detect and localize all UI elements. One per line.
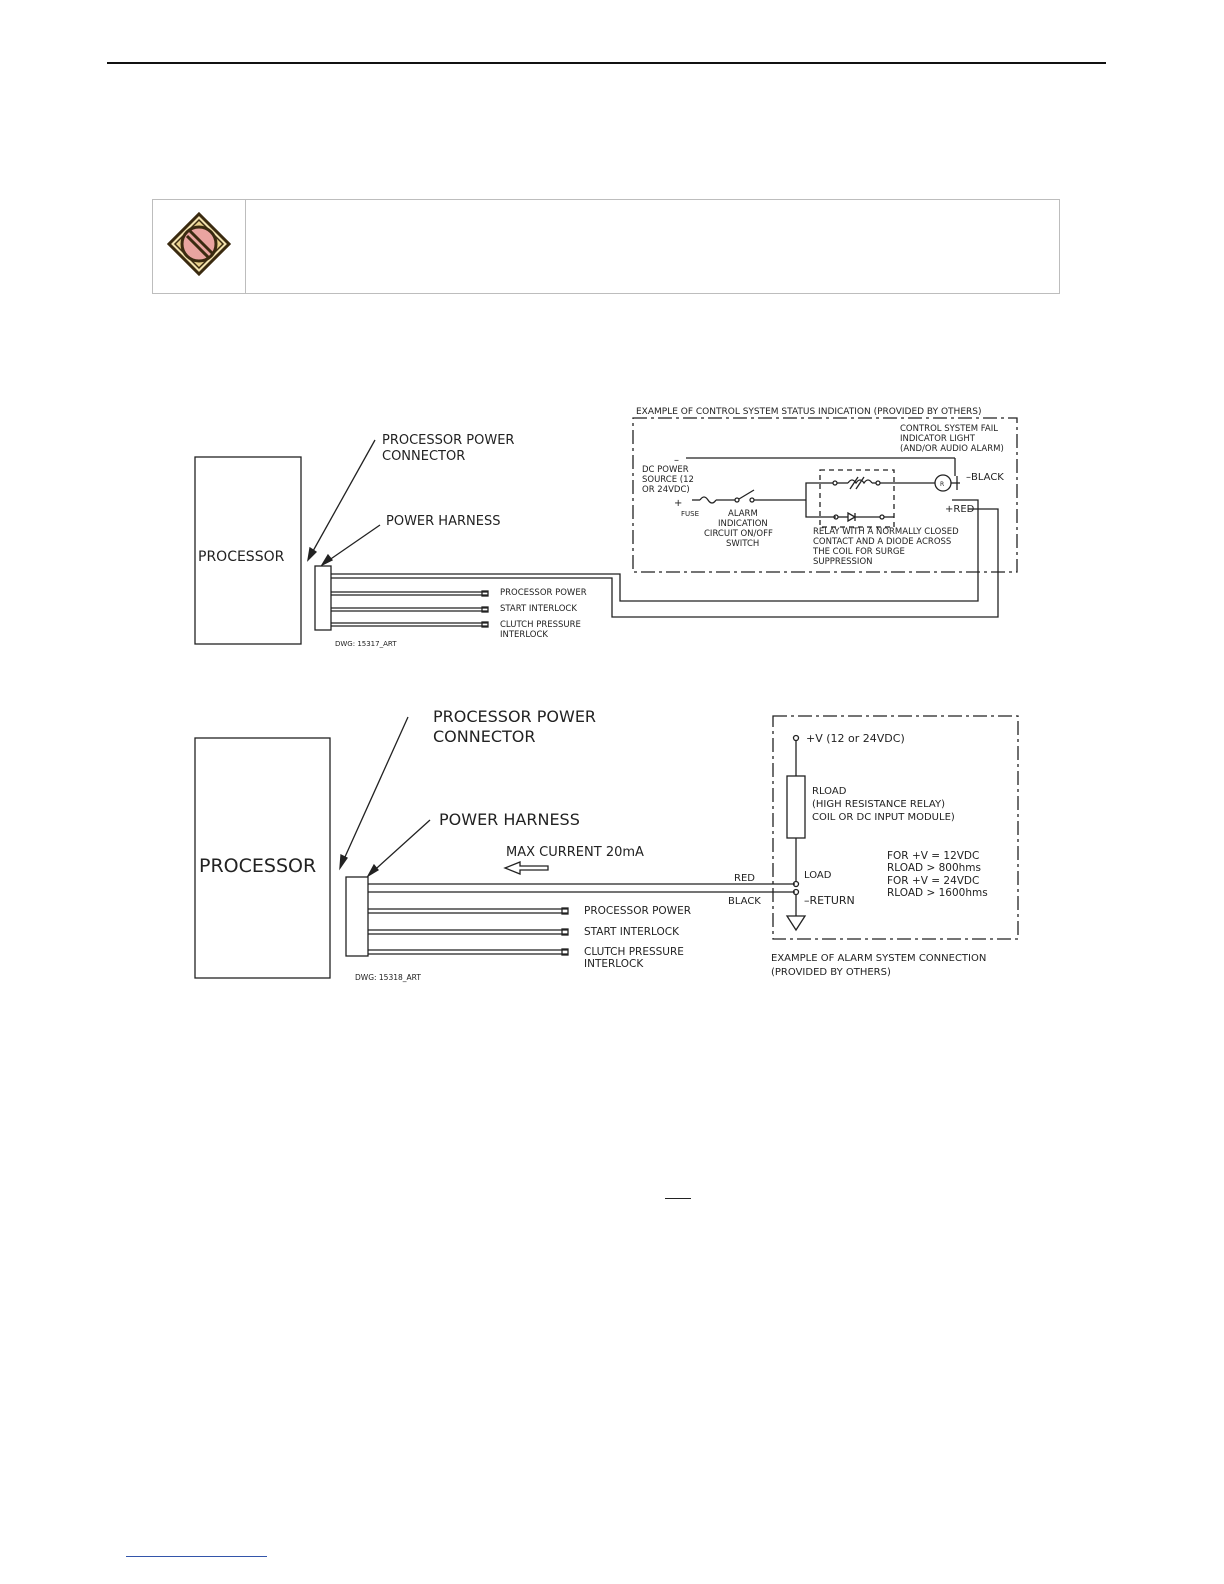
fail-light-label-c: (AND/OR AUDIO ALARM) <box>900 444 1004 454</box>
overline-mark <box>665 1198 691 1199</box>
wire-label-2c: CLUTCH PRESSURE <box>584 946 684 958</box>
alarm-box-title-b: (PROVIDED BY OTHERS) <box>771 967 891 978</box>
lamp-label: R <box>940 481 945 488</box>
supply-label: +V (12 or 24VDC) <box>806 732 905 745</box>
spec-c: FOR +V = 24VDC <box>887 875 980 887</box>
dc-source-a: DC POWER <box>642 465 689 475</box>
plus-terminal: + <box>674 498 683 509</box>
figure-1-text <box>198 407 1004 648</box>
fuse-symbol <box>700 497 716 503</box>
figure-2-text <box>199 707 988 982</box>
switch-label-a: ALARM <box>728 509 758 519</box>
rload-label-b: (HIGH RESISTANCE RELAY) <box>812 799 946 810</box>
relay-label-c: THE COIL FOR SURGE <box>813 547 905 557</box>
status-box-title: EXAMPLE OF CONTROL SYSTEM STATUS INDICATION (PROVIDED BY OTHERS) <box>636 407 982 417</box>
connector-arrow-1 <box>308 548 316 560</box>
processor-label-2: PROCESSOR <box>199 855 317 877</box>
dwg-label-2: DWG: 15318_ART <box>355 973 421 982</box>
wire-label-1d: INTERLOCK <box>500 630 548 640</box>
load-label: LOAD <box>804 870 832 881</box>
connector-label-1a: PROCESSOR POWER <box>382 433 515 448</box>
rload-label-c: COIL OR DC INPUT MODULE) <box>812 812 955 823</box>
black-terminal-1: –BLACK <box>966 472 1004 483</box>
dwg-label-1: DWG: 15317_ART <box>335 640 397 648</box>
connector-label-2a: PROCESSOR POWER <box>433 707 597 726</box>
harness-label-1: POWER HARNESS <box>386 514 501 529</box>
fail-light-label-b: INDICATOR LIGHT <box>900 434 975 444</box>
rload-label-a: RLOAD <box>812 786 847 797</box>
connector-label-2b: CONNECTOR <box>433 727 536 746</box>
harness-label-2: POWER HARNESS <box>439 810 580 829</box>
relay-label-a: RELAY WITH A NORMALLY CLOSED <box>813 527 959 537</box>
connector-leader-2 <box>340 717 408 868</box>
switch-label-d: SWITCH <box>726 539 760 549</box>
spec-b: RLOAD > 800hms <box>887 862 981 874</box>
wire-label-1b: START INTERLOCK <box>500 604 577 614</box>
minus-terminal: – <box>674 455 679 466</box>
switch-label-c: CIRCUIT ON/OFF <box>704 529 773 539</box>
connector-leader-1 <box>308 440 375 560</box>
current-arrow <box>505 862 548 874</box>
relay-label-b: CONTACT AND A DIODE ACROSS <box>813 537 952 547</box>
wire-label-1c: CLUTCH PRESSURE <box>500 620 581 630</box>
ground-symbol <box>787 916 805 930</box>
connector-label-1b: CONNECTOR <box>382 449 466 464</box>
fuse-label: FUSE <box>681 510 700 518</box>
red-label-2: RED <box>734 873 755 884</box>
spec-a: FOR +V = 12VDC <box>887 850 980 862</box>
fail-light-label-a: CONTROL SYSTEM FAIL <box>900 424 998 434</box>
relay-label-d: SUPPRESSION <box>813 557 873 567</box>
rload-resistor <box>787 776 805 838</box>
black-label-2: BLACK <box>728 896 761 907</box>
switch-label-b: INDICATION <box>718 519 768 529</box>
processor-label-1: PROCESSOR <box>198 549 285 565</box>
alarm-box-title-a: EXAMPLE OF ALARM SYSTEM CONNECTION <box>771 953 987 964</box>
connector-2 <box>346 877 368 956</box>
harness-arrow-1 <box>322 555 332 565</box>
footer-link[interactable] <box>126 1556 267 1557</box>
wire-label-1a: PROCESSOR POWER <box>500 588 587 598</box>
dc-source-b: SOURCE (12 <box>642 475 694 485</box>
harness-leader-2 <box>368 820 430 876</box>
wire-label-2b: START INTERLOCK <box>584 926 679 938</box>
red-terminal-1: +RED <box>945 504 975 515</box>
connector-1 <box>315 566 331 630</box>
dc-source-c: OR 24VDC) <box>642 485 690 495</box>
wire-label-2d: INTERLOCK <box>584 958 644 970</box>
wire-label-2a: PROCESSOR POWER <box>584 905 691 917</box>
spec-d: RLOAD > 1600hms <box>887 887 988 899</box>
return-label: –RETURN <box>804 894 855 907</box>
diode-symbol <box>848 513 855 521</box>
max-current-label: MAX CURRENT 20mA <box>506 845 644 860</box>
